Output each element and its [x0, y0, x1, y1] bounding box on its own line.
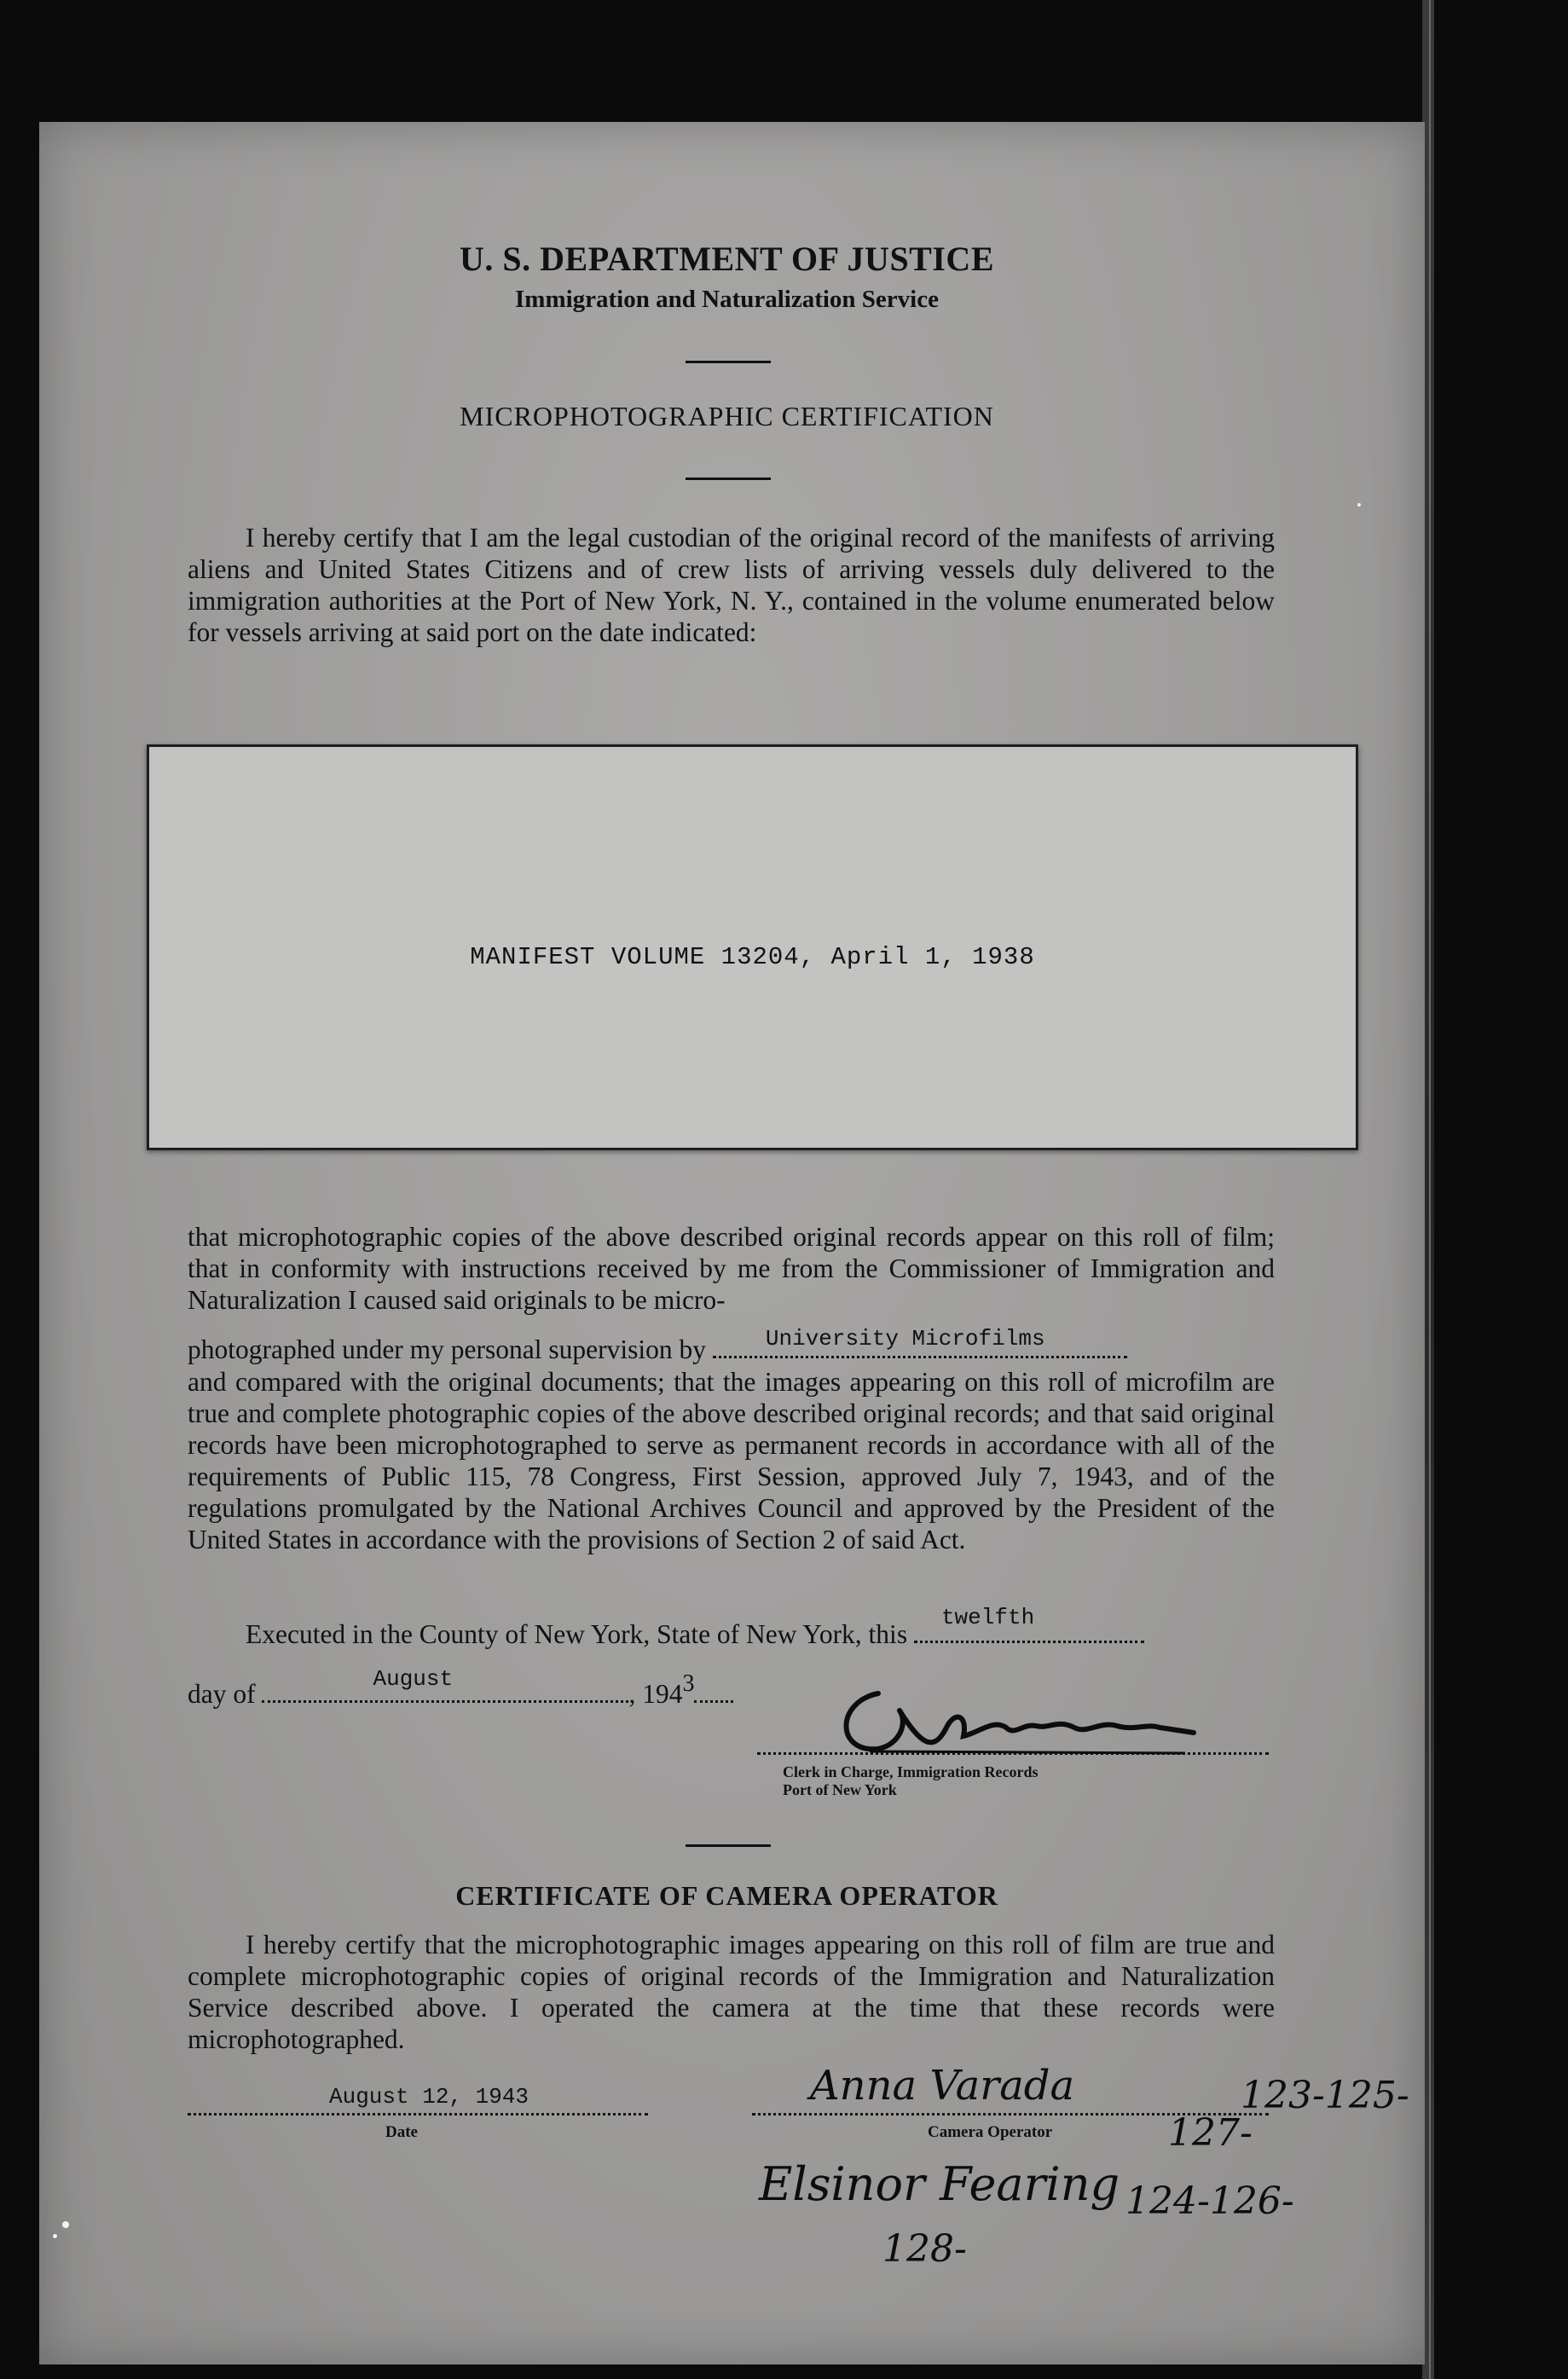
execution-day-value: twelfth — [940, 1605, 1035, 1630]
body-paragraph-part3: and compared with the original documents; that the images appearing on this roll of microfilm are true and complete photographic copies of the above described original records; and that said original records have been microphotographed to serve as permanent records in accordance with all of the requirements of Public 115, 78 Congress, First Session, approved July 7, 1943, and of the regulations promulgated by the National Archives Council and approved by the President of the United States in accordance with the provisions of Section 2 of said Act. — [188, 1367, 1275, 1554]
divider-rule — [686, 1844, 771, 1847]
clerk-signature — [819, 1676, 1211, 1770]
operator1-numbers-2: 127- — [1168, 2111, 1253, 2155]
clerk-title-line2: Port of New York — [783, 1781, 897, 1798]
operator2-numbers: 124-126- — [1125, 2179, 1294, 2223]
volume-slip-text: MANIFEST VOLUME 13204, April 1, 1938 — [470, 943, 1035, 971]
divider-rule — [686, 361, 771, 363]
execution-date-line — [188, 1666, 733, 1710]
clerk-title-line1: Clerk in Charge, Immigration Records — [783, 1763, 1039, 1780]
camera-certificate-title: CERTIFICATE OF CAMERA OPERATOR — [455, 1880, 998, 1911]
operator2-signature: Elsinor Fearing — [759, 2157, 1120, 2211]
volume-slip — [147, 744, 1358, 1150]
execution-day-field — [914, 1605, 1144, 1643]
camera-operator-label: Camera Operator — [928, 2123, 1053, 2141]
body-paragraph-part1: that microphotographic copies of the above described original records appear on this roll of film; that in conformity with instructions received by me from the Commissioner of Immigration and Naturalization I caused said originals to be micro- — [188, 1222, 1275, 1315]
page-title: MICROPHOTOGRAPHIC CERTIFICATION — [460, 401, 994, 431]
service-subheading: Immigration and Naturalization Service — [515, 286, 939, 313]
date-field — [188, 2113, 648, 2116]
operator2-numbers-2: 128- — [882, 2227, 967, 2271]
operator1-signature: Anna Varada — [810, 2062, 1075, 2110]
dust-speck — [62, 2221, 69, 2228]
day-of-label: day of — [188, 1679, 256, 1709]
month-field — [262, 1666, 628, 1703]
intro-paragraph: I hereby certify that I am the legal custodian of the original record of the manifests of arriving aliens and United States Citizens and of crew lists of arriving vessels duly delivered to the immigration authorities at the Port of New York, N. Y., contained in the volume enumerated below for vessels arriving at said port on the date indicated: — [188, 523, 1275, 647]
photographer-line — [188, 1326, 1275, 1365]
execution-line — [246, 1605, 1144, 1650]
operator1-numbers: 123-125- — [1241, 2074, 1409, 2117]
date-label: Date — [385, 2123, 418, 2141]
camera-certificate-text: I hereby certify that the microphotographic images appearing on this roll of film are true and complete microphotographic copies of original records of the Immigration and Naturalization Service described above. I operated the camera at the time that these records were microphotographed. — [188, 1930, 1275, 2054]
date-value: August 12, 1943 — [329, 2084, 529, 2110]
department-heading: U. S. DEPARTMENT OF JUSTICE — [460, 240, 994, 278]
divider-rule — [686, 478, 771, 480]
clerk-title — [783, 1763, 1038, 1799]
year-trailing-dots — [694, 1680, 733, 1703]
photographer-field — [713, 1326, 1127, 1358]
dust-speck — [53, 2234, 57, 2238]
photographer-lead: photographed under my personal supervision by — [188, 1334, 707, 1364]
year-prefix: , 194 — [628, 1679, 683, 1709]
month-value: August — [373, 1666, 454, 1692]
dust-speck — [1357, 503, 1361, 506]
execution-lead: Executed in the County of New York, State of New York, this — [246, 1619, 908, 1649]
film-edge-line — [1429, 0, 1431, 2379]
year-digit: 3 — [682, 1670, 695, 1697]
photographer-value: University Microfilms — [765, 1326, 1045, 1352]
